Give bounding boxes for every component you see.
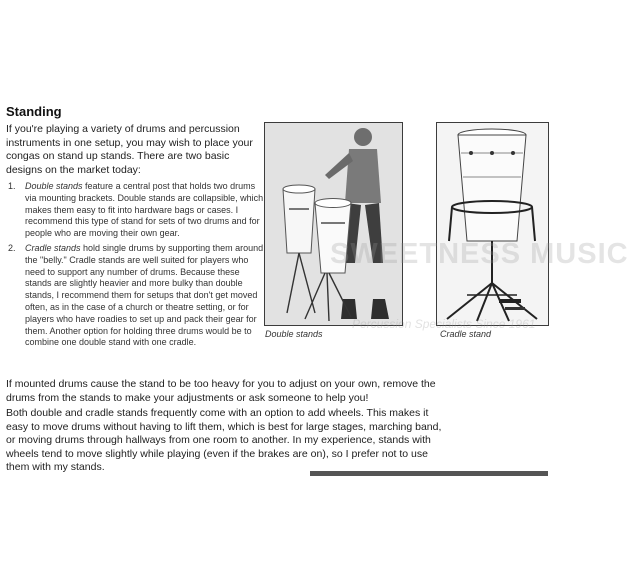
double-stands-photo xyxy=(264,122,403,326)
list-number: 2. xyxy=(8,242,16,253)
watermark-tagline: Percussion Specialists Since 1961 xyxy=(352,317,536,331)
list-text: hold single drums by supporting them around the "belly." Cradle stands are well suited for players who need to support any number of drums. Because these stands are slightly heavier and more bulky than double stands, I recommend them for setups that don't get moved often, as in the case of a church or theatre setting, or for players who have roadies to set up and pack their gear for them. Another option for holding three drums would be to combine one double stand with one cradle. xyxy=(25,242,264,348)
next-photo-edge xyxy=(310,471,548,476)
drummer-illustration xyxy=(265,123,402,325)
wheels-paragraph: Both double and cradle stands frequently come with an option to add wheels. This makes it easy to move drums without having to lift them, which is best for large stages, marching band, or moving drums through hallways from one room to another. In my experience, stands with wheels tend to move slightly while playing (even if the brakes are on), so I prefer not to use them with my stands. xyxy=(6,407,442,474)
adjustment-paragraph: If mounted drums cause the stand to be too heavy for you to adjust on your own, remove the drums from the stands to make your adjustments or ask someone to help you! xyxy=(6,378,436,404)
list-text: feature a central post that holds two drums via mounting brackets. Double stands are collapsible, which makes them easy to fit into hardware bags or cases. I recommend this type of stand for sets of two drums and for people who are moving their own gear. xyxy=(25,181,264,239)
stand-types-list xyxy=(6,181,268,349)
list-term: Cradle stands xyxy=(25,242,81,253)
cradle-stand-caption: Cradle stand xyxy=(440,329,492,339)
watermark: SWEETNESS MUSIC xyxy=(330,238,629,270)
cradle-stand-photo xyxy=(436,122,549,326)
list-item-cradle-stands xyxy=(6,243,268,349)
list-number: 1. xyxy=(8,181,16,191)
section-heading: Standing xyxy=(6,104,62,119)
cradle-stand-illustration xyxy=(437,123,548,325)
list-item-double-stands xyxy=(6,181,268,240)
intro-paragraph: If you're playing a variety of drums and percussion instruments in one setup, you may wish to place your congas on stand up stands. There are two basic designs on the market today: xyxy=(6,123,253,176)
list-term: Double stands xyxy=(25,181,83,191)
double-stands-caption: Double stands xyxy=(265,329,323,339)
